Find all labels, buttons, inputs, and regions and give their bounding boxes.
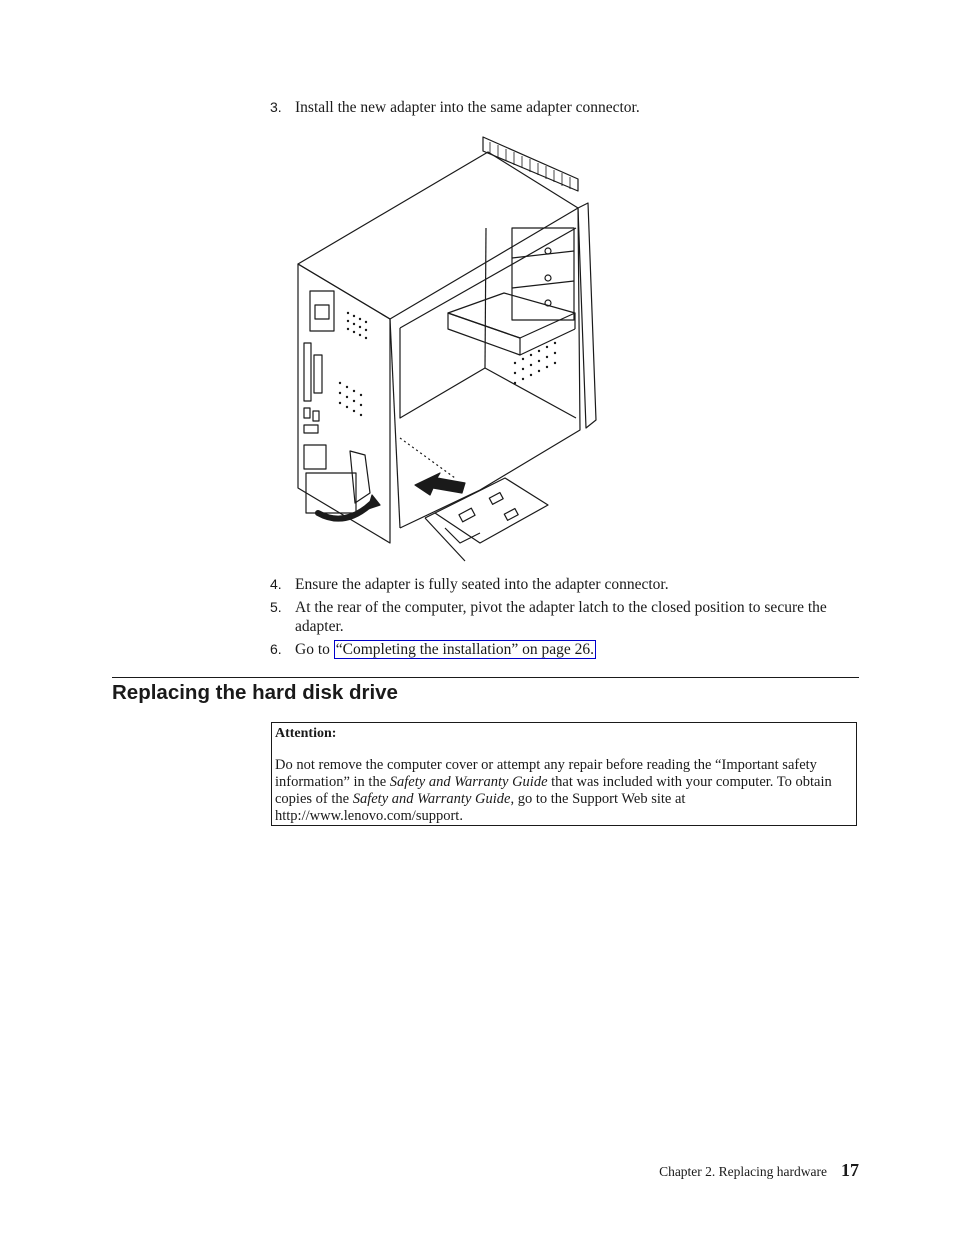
step-4 — [270, 575, 860, 594]
section-divider — [112, 677, 859, 678]
step-number: 4. — [270, 576, 282, 592]
attention-body — [275, 757, 853, 825]
step-number: 6. — [270, 641, 282, 657]
page-number: 17 — [841, 1160, 859, 1180]
step-number: 5. — [270, 599, 282, 615]
step-text: At the rear of the computer, pivot the adapter latch to the closed position to secure the adapter. — [295, 599, 827, 635]
attention-text-2: that was included with your computer. To obtain copies of the — [275, 774, 832, 807]
step-text-prefix: Go to — [295, 641, 334, 658]
completing-installation-link[interactable]: “Completing the installation” on page 26. — [335, 641, 595, 658]
step-text: Install the new adapter into the same adapter connector. — [295, 99, 640, 116]
guide-title-2: Safety and Warranty Guide — [352, 791, 511, 807]
section-heading: Replacing the hard disk drive — [112, 681, 398, 704]
guide-title-1: Safety and Warranty Guide — [389, 774, 548, 790]
step-6 — [270, 640, 860, 659]
attention-text-3: , go to the Support Web site at http://www.lenovo.com/support. — [275, 791, 686, 824]
step-number: 3. — [270, 99, 282, 115]
step-text: Ensure the adapter is fully seated into the adapter connector. — [295, 576, 669, 593]
step-5 — [270, 598, 860, 636]
step-text — [295, 640, 860, 659]
adapter-installation-illustration — [290, 133, 600, 563]
step-3 — [270, 98, 860, 117]
page-footer — [659, 1160, 859, 1181]
chapter-label: Chapter 2. Replacing hardware — [659, 1164, 827, 1179]
attention-notice — [271, 722, 857, 826]
attention-title: Attention: — [275, 726, 337, 741]
attention-text-1: Do not remove the computer cover or attempt any repair before reading the “Important safety information” in the — [275, 757, 817, 790]
